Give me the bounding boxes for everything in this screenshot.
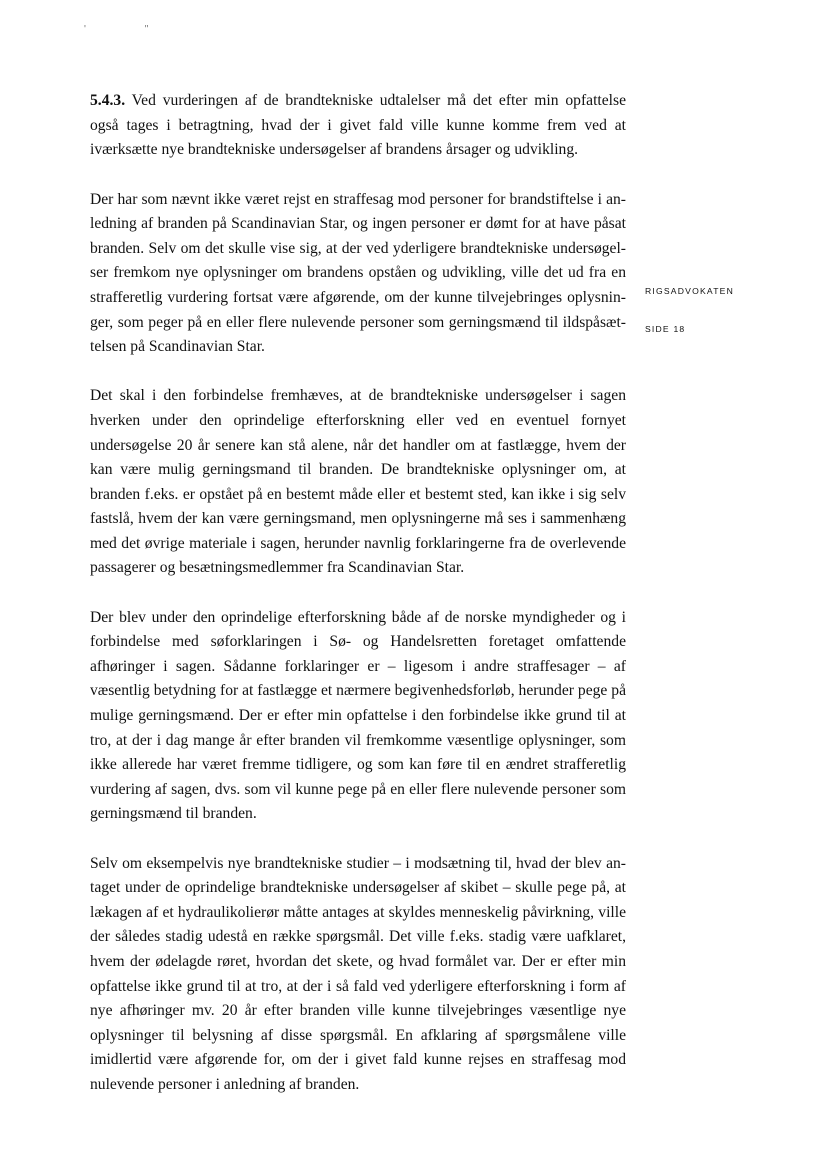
margin-page-number: SIDE 18 <box>645 324 686 334</box>
paragraph-2: Der har som nævnt ikke været rejst en straffesag mod personer for brandstiftelse i anledning af branden på Scandinavian Star, og ingen personer er dømt for at have påsat branden. Selv om det skulle vise sig, at der ved yderligere brandtekniske undersøgelser fremkom nye oplysninger om brandens opståen og udvikling, ville det ud fra en strafferetlig vurdering fortsat være afgørende, om der kunne tilvejebringes oplysninger, som peger på en eller flere nulevende personer som gerningsmænd til ildspåsættelsen på Scandinavian Star. <box>90 190 626 356</box>
paragraph-5: Selv om eksempelvis nye brandtekniske studier – i modsætning til, hvad der blev antaget under de oprindelige brandtekniske undersøgelser af skibet – skulle pege på, at lækagen af et hydraulikolierør måtte antages at skyldes menneskelig påvirkning, ville der således stadig udestå en række spørgsmål. Det ville f.eks. stadig være uafklaret, hvem der ødelagde røret, hvordan det skete, og hvad formålet var. Der er efter min opfattelse ikke grund til at tro, at der i så fald ved yderligere efterforskning i form af nye afhøringer mv. 20 år efter branden ville kunne tilvejebringes væsentlige nye oplysninger til belysning af disse spørgsmål. En afklaring af spørgsmålene ville imidlertid være afgørende for, om der i givet fald kunne rejses en straffesag mod nulevende personer i anledning af branden. <box>90 854 626 1093</box>
paragraph-1 <box>90 89 626 163</box>
document-body <box>90 89 626 1122</box>
paragraph-3: Det skal i den forbindelse fremhæves, at de brandtekniske undersøgelser i sagen hverken under den oprindelige efterforskning eller ved en eventuel fornyet undersøgelse 20 år senere kan stå alene, når det handler om at fastlægge, hvem der kan være mulig gerningsmand til branden. De brandtekniske oplysninger om, at branden f.eks. er opstået på en bestemt måde eller et bestemt sted, kan ikke i sig selv fastslå, hvem der kan være gerningsmand, men oplysningerne må ses i sammenhæng med det øvrige materiale i sagen, herunder navnlig forklaringerne fra de overlevende passagerer og besætningsmedlemmer fra Scandinavian Star. <box>90 387 626 577</box>
section-number: 5.4.3. <box>90 92 126 109</box>
paragraph-1-text: Ved vurderingen af de brandtekniske udtalelser må det efter min opfattelse også tages i betragtning, hvad der i givet fald ville kunne komme frem ved at iværksætte nye brandtekniske undersøgelser af brandens årsager og udvikling. <box>90 92 626 159</box>
scan-marks: ' " <box>84 24 177 35</box>
margin-organization-label: RIGSADVOKATEN <box>645 286 734 296</box>
paragraph-4: Der blev under den oprindelige efterforskning både af de norske myndigheder og i forbindelse med søforklaringen i Sø- og Handelsretten foretaget omfattende afhøringer i sagen. Sådanne forklaringer er – ligesom i andre straffesager – af væsentlig betydning for at fastlægge et nærmere begivenhedsforløb, herunder pege på mulige gerningsmænd. Der er efter min opfattelse i den forbindelse ikke grund til at tro, at der i dag mange år efter branden vil fremkomme væsentlige oplysninger, som ikke allerede har været fremme tidligere, og som kan føre til en ændret strafferetlig vurdering af sagen, dvs. som vil kunne pege på en eller flere nulevende personer som gerningsmænd til branden. <box>90 608 626 823</box>
